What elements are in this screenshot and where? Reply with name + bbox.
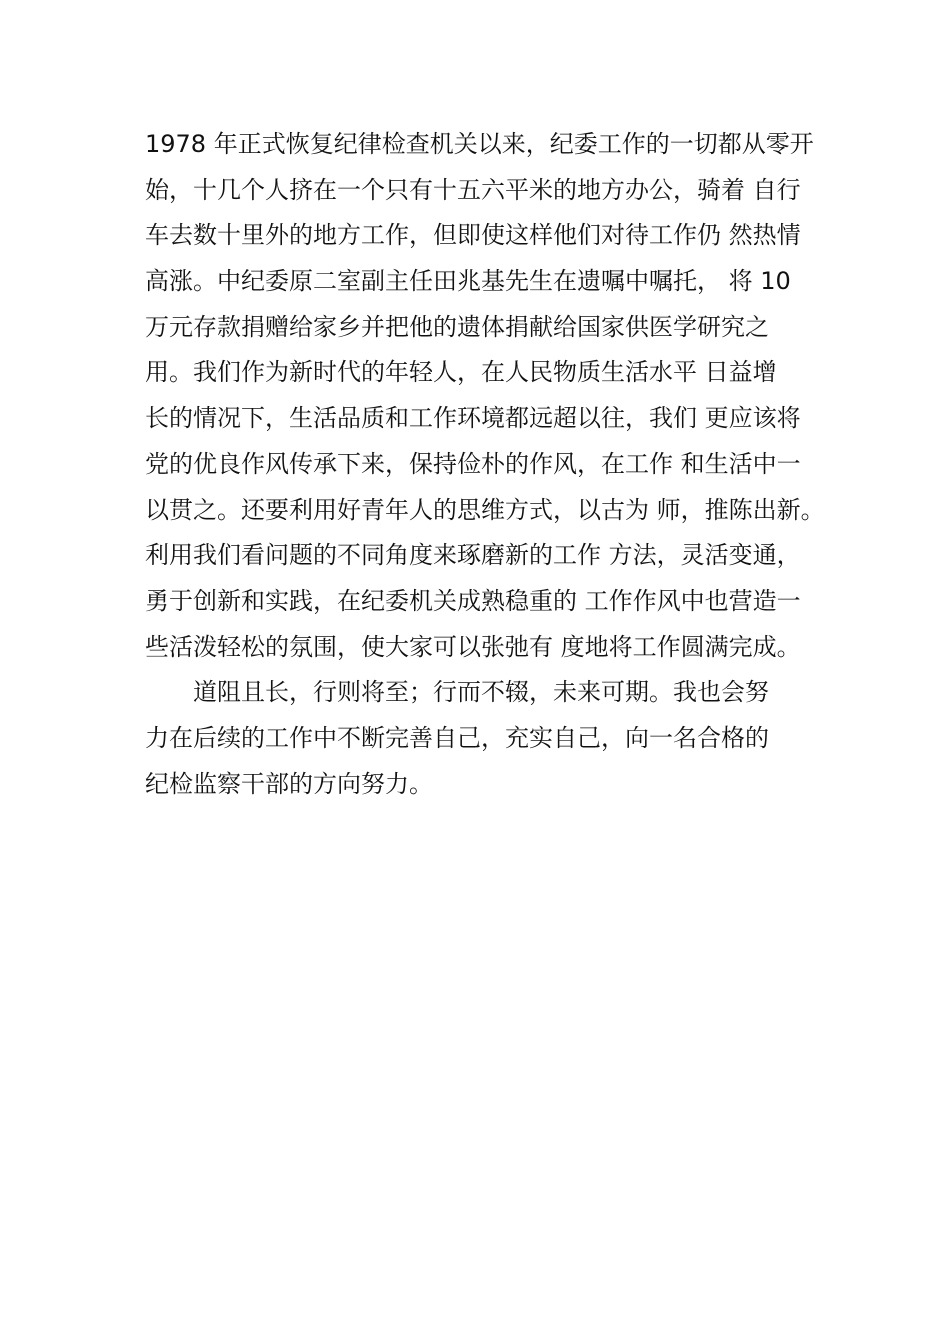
body-text — [145, 122, 845, 807]
text-line: 些活泼轻松的氛围，使大家可以张弛有 度地将工作圆满完成。 — [145, 632, 801, 661]
text-line: 高涨。中纪委原二室副主任田兆基先生在遗嘱中嘱托， 将 10 — [145, 267, 791, 296]
text-line: 长的情况下，生活品质和工作环境都远超以往，我们 更应该将 — [145, 404, 801, 433]
text-line: 以贯之。还要利用好青年人的思维方式，以古为 师，推陈出新。 — [145, 495, 825, 524]
paragraph-1 — [145, 122, 845, 670]
text-line: 1978 年正式恢复纪律检查机关以来，纪委工作的一切都从零开 — [145, 130, 814, 158]
text-line: 勇于创新和实践，在纪委机关成熟稳重的 工作作风中也营造一 — [145, 586, 801, 615]
text-line: 道阻且长，行则将至；行而不辍，未来可期。我也会努 — [193, 678, 769, 707]
text-line: 万元存款捐赠给家乡并把他的遗体捐献给国家供医学研究之 — [145, 312, 769, 341]
text-line: 车去数十里外的地方工作，但即使这样他们对待工作仍 然热情 — [145, 221, 801, 250]
text-line: 始，十几个人挤在一个只有十五六平米的地方办公，骑着 自行 — [145, 175, 801, 204]
text-line: 力在后续的工作中不断完善自己，充实自己，向一名合格的 — [145, 723, 769, 752]
paragraph-2 — [145, 670, 845, 807]
text-line: 利用我们看问题的不同角度来琢磨新的工作 方法，灵活变通， — [145, 541, 801, 570]
text-line: 用。我们作为新时代的年轻人，在人民物质生活水平 日益增 — [145, 358, 777, 387]
text-line: 党的优良作风传承下来，保持俭朴的作风，在工作 和生活中一 — [145, 449, 801, 478]
text-line: 纪检监察干部的方向努力。 — [145, 769, 433, 798]
